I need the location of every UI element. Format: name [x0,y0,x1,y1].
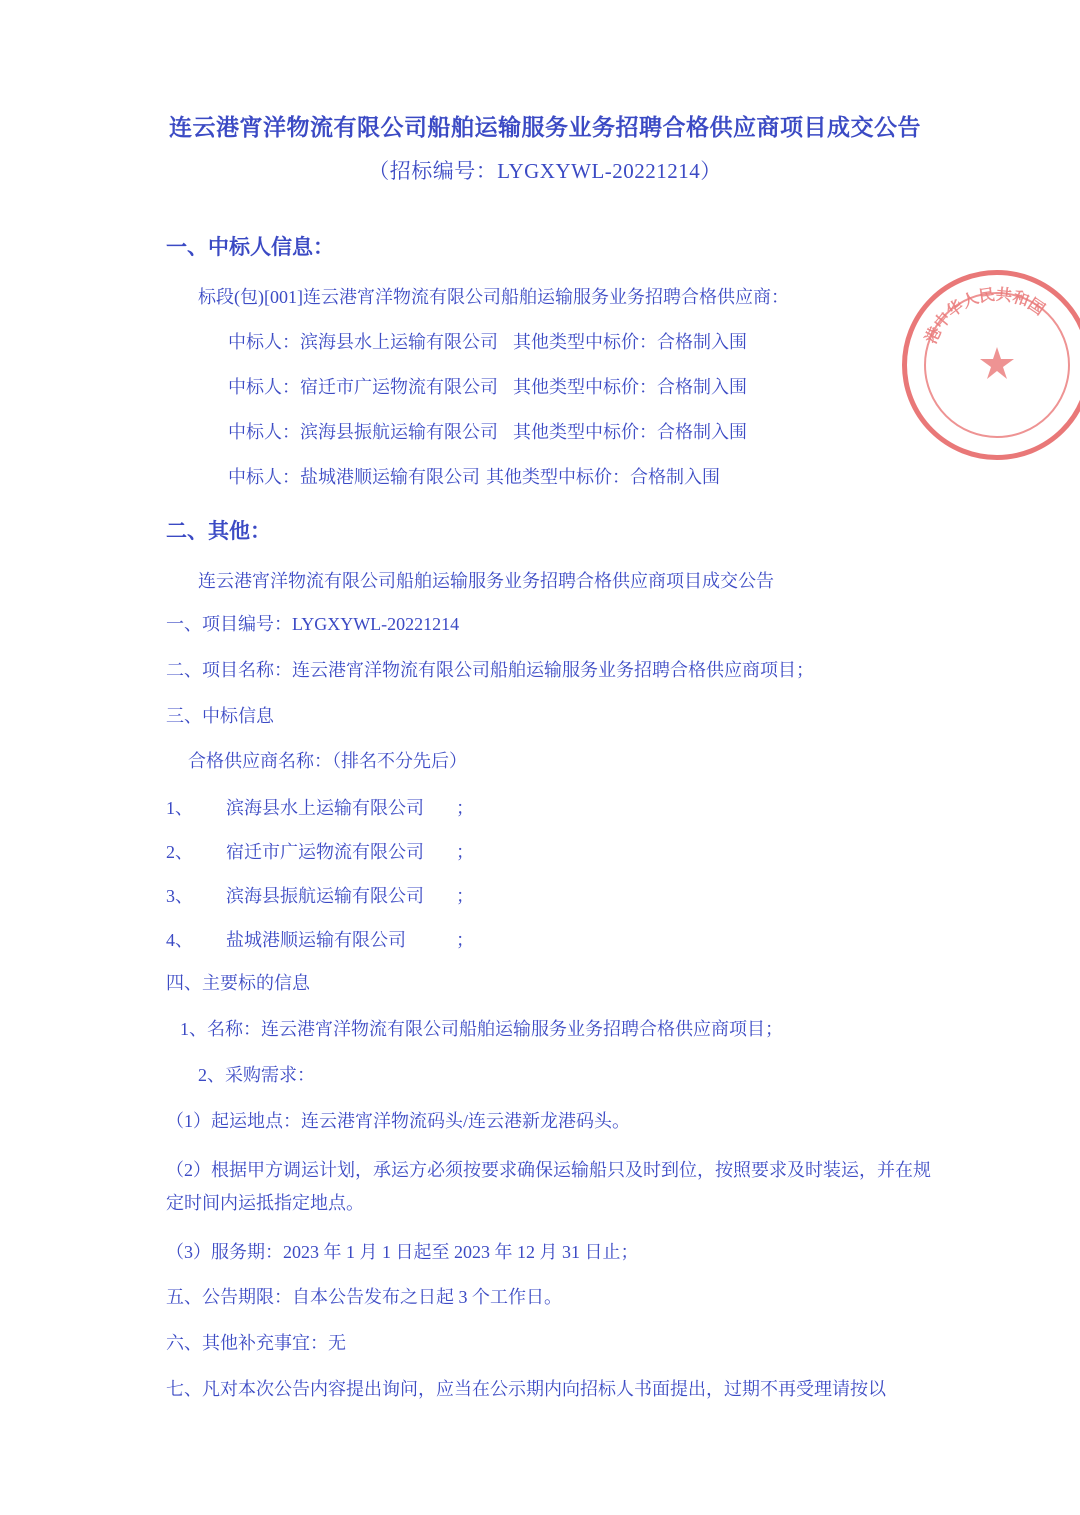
notice-period-line: 五、公告期限：自本公告发布之日起 3 个工作日。 [166,1287,562,1308]
seal-inner [907,275,1080,455]
winner-price: 其他类型中标价：合格制入围 [513,421,747,442]
list-item-separator: ； [456,886,474,907]
list-item-index: 1、 [166,798,193,819]
winner-row [228,328,940,354]
project-number-line: 一、项目编号：LYGXYWL-20221214 [166,613,460,634]
winner-name: 中标人：滨海县振航运输有限公司 [228,421,498,442]
list-item-separator: ； [456,842,474,863]
winner-name: 中标人：宿迁市广运物流有限公司 [228,376,498,397]
document-title: 连云港宵洋物流有限公司船舶运输服务业务招聘合格供应商项目成交公告 [169,115,921,140]
winner-row [228,418,940,444]
list-item [166,926,940,952]
lot-package-line: 标段(包)[001]连云港宵洋物流有限公司船舶运输服务业务招聘合格供应商： [198,286,789,307]
list-item-index: 4、 [166,930,193,951]
main-target-heading: 四、主要标的信息 [166,973,310,994]
award-info-line: 三、中标信息 [166,705,274,726]
winner-price: 其他类型中标价：合格制入围 [513,331,747,352]
demand-item-2: （2）根据甲方调运计划，承运方必须按要求确保运输船只及时到位，按照要求及时装运，并在规定时间内运抵指定地点。 [166,1159,931,1214]
seal-icon [907,275,1080,455]
list-item [166,838,940,864]
list-item-name: 滨海县振航运输有限公司 [226,886,424,907]
target-demand-heading: 2、采购需求： [198,1065,315,1086]
list-item-index: 3、 [166,886,193,907]
svg-text:港中华人民共和国: 港中华人民共和国 [922,286,1048,347]
winner-price: 其他类型中标价：合格制入围 [486,466,720,487]
winner-price: 其他类型中标价：合格制入围 [513,376,747,397]
official-seal-stamp [902,270,1080,460]
target-name-line: 1、名称：连云港宵洋物流有限公司船舶运输服务业务招聘合格供应商项目； [180,1019,783,1040]
inquiry-line: 七、凡对本次公告内容提出询问，应当在公示期内向招标人书面提出，过期不再受理请按以 [166,1379,886,1400]
winner-name: 中标人：滨海县水上运输有限公司 [228,331,498,352]
project-name-line: 二、项目名称：连云港宵洋物流有限公司船舶运输服务业务招聘合格供应商项目； [166,659,814,680]
list-item-index: 2、 [166,842,193,863]
winner-row [228,463,940,489]
supplier-list-label: 合格供应商名称：（排名不分先后） [188,751,467,772]
winner-row [228,373,940,399]
other-matters-line: 六、其他补充事宜：无 [166,1333,346,1354]
announcement-body-title: 连云港宵洋物流有限公司船舶运输服务业务招聘合格供应商项目成交公告 [198,570,774,591]
document-subtitle: （招标编号：LYGXYWL-20221214） [368,158,722,183]
list-item-name: 滨海县水上运输有限公司 [226,798,424,819]
section-heading-winner-info: 一、中标人信息： [166,234,334,259]
list-item-name: 盐城港顺运输有限公司 [226,930,406,951]
demand-item-3: （3）服务期：2023 年 1 月 1 日起至 2023 年 12 月 31 日止； [166,1241,639,1262]
list-item-separator: ； [456,798,474,819]
demand-item-1: （1）起运地点：连云港宵洋物流码头/连云港新龙港码头。 [166,1111,630,1132]
list-item [166,794,940,820]
list-item [166,882,940,908]
section-heading-other: 二、其他： [166,518,271,543]
list-item-name: 宿迁市广运物流有限公司 [226,842,424,863]
winner-name: 中标人：盐城港顺运输有限公司 [228,466,480,487]
list-item-separator: ； [456,930,474,951]
document-body [150,110,940,1404]
